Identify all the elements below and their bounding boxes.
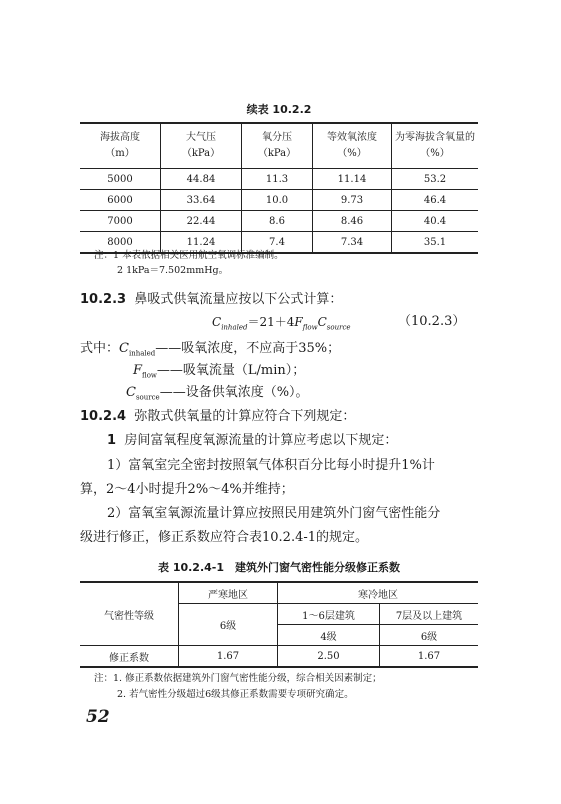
header-o2-partial: 氧分压 （kPa） (242, 123, 313, 169)
cell: 11.24 (161, 232, 242, 254)
cell: 46.4 (392, 190, 479, 211)
cell: 22.44 (161, 211, 242, 232)
cold-low-rise: 1～6层建筑 (278, 604, 380, 625)
coef-cold-high: 1.67 (380, 646, 479, 668)
cell: 11.3 (242, 169, 313, 190)
clause-10-2-4 (80, 408, 355, 426)
clause-text: 弥散式供氧量的计算应符合下列规定： (134, 409, 356, 424)
table-row (80, 646, 478, 668)
header-eq-conc: 等效氧浓度 （%） (313, 123, 392, 169)
cell: 8.6 (242, 211, 313, 232)
cell: 8.46 (313, 211, 392, 232)
cold-low-level: 4级 (278, 625, 380, 646)
cell: 7.4 (242, 232, 313, 254)
header-pressure: 大气压 （kPa） (161, 123, 242, 169)
coef-severe: 1.67 (179, 646, 278, 668)
severe-level: 6级 (179, 604, 278, 646)
def-c-source: $C_{source}——$设备供氧浓度（%）。 (126, 385, 309, 402)
def-f-flow: $F_{flow}——$吸氧流量（L/min）； (133, 363, 306, 380)
altitude-oxygen-table (80, 122, 478, 254)
table2-note-2: 2. 若气密性分级超过6级其修正系数需要专项研究确定。 (117, 689, 354, 700)
clause-number: 10.2.4 (80, 409, 127, 424)
sub-item-1-line2: 算，2～4小时提升2%～4%并维持； (80, 482, 294, 497)
table1-note-2: 2 1kPa＝7.502mmHg。 (117, 265, 229, 276)
airtightness-table (80, 581, 478, 668)
cold-high-rise: 7层及以上建筑 (380, 604, 479, 625)
cell: 33.64 (161, 190, 242, 211)
clause-text: 鼻吸式供氧流量应按以下公式计算： (134, 292, 343, 307)
table-row (80, 190, 478, 211)
table1-note-1: 注：1 本表依据相关医用航空氧调标准编制。 (94, 250, 284, 261)
clause-number: 10.2.3 (80, 292, 127, 307)
cell: 44.84 (161, 169, 242, 190)
cell: 6000 (80, 190, 161, 211)
page-number: 52 (86, 707, 110, 727)
cell: 8000 (80, 232, 161, 254)
header-ratio: 为零海拔含氧量的 （%） (392, 123, 479, 169)
table-row (80, 169, 478, 190)
region-severe-cold: 严寒地区 (179, 582, 278, 604)
sub-item-2-line1: 2）富氧室氧源流量计算应按照民用建筑外门窗气密性能分 (107, 506, 441, 521)
cell: 9.73 (313, 190, 392, 211)
table-row (80, 582, 478, 604)
cell: 5000 (80, 169, 161, 190)
cell: 11.14 (313, 169, 392, 190)
coef-label: 修正系数 (80, 646, 179, 668)
table2-caption: 表 10.2.4-1 建筑外门窗气密性能分级修正系数 (157, 561, 401, 574)
clause-10-2-3 (80, 291, 342, 309)
coef-cold-low: 2.50 (278, 646, 380, 668)
cell: 40.4 (392, 211, 479, 232)
cell: 35.1 (392, 232, 479, 254)
cell: 53.2 (392, 169, 479, 190)
item-1: 1 房间富氧程度氧源流量的计算应考虑以下规定： (107, 433, 398, 448)
header-altitude: 海拔高度 （m） (80, 123, 161, 169)
table2-note-1: 注：1. 修正系数依据建筑外门窗气密性能分级，综合相关因素制定； (94, 673, 382, 684)
table-header-row (80, 123, 478, 169)
formula-number: （10.2.3） (398, 314, 466, 329)
cold-high-level: 6级 (380, 625, 479, 646)
formula-10-2-3: $C_{inhaled}=21+4F_{flow}C_{source}$ (212, 315, 351, 332)
sub-item-2-line2: 级进行修正，修正系数应符合表10.2.4-1的规定。 (80, 530, 369, 545)
table-row (80, 211, 478, 232)
def-c-inhaled: 式中：$C_{inhaled}——$吸氧浓度，不应高于35%； (80, 341, 341, 358)
sub-item-1-line1: 1）富氧室完全密封按照氧气体积百分比每小时提升1%计 (107, 458, 435, 473)
cell: 7.34 (313, 232, 392, 254)
region-cold: 寒冷地区 (278, 582, 479, 604)
row-label-airtightness: 气密性等级 (80, 582, 179, 646)
cell: 7000 (80, 211, 161, 232)
table1-caption: 续表 10.2.2 (246, 103, 312, 116)
cell: 10.0 (242, 190, 313, 211)
